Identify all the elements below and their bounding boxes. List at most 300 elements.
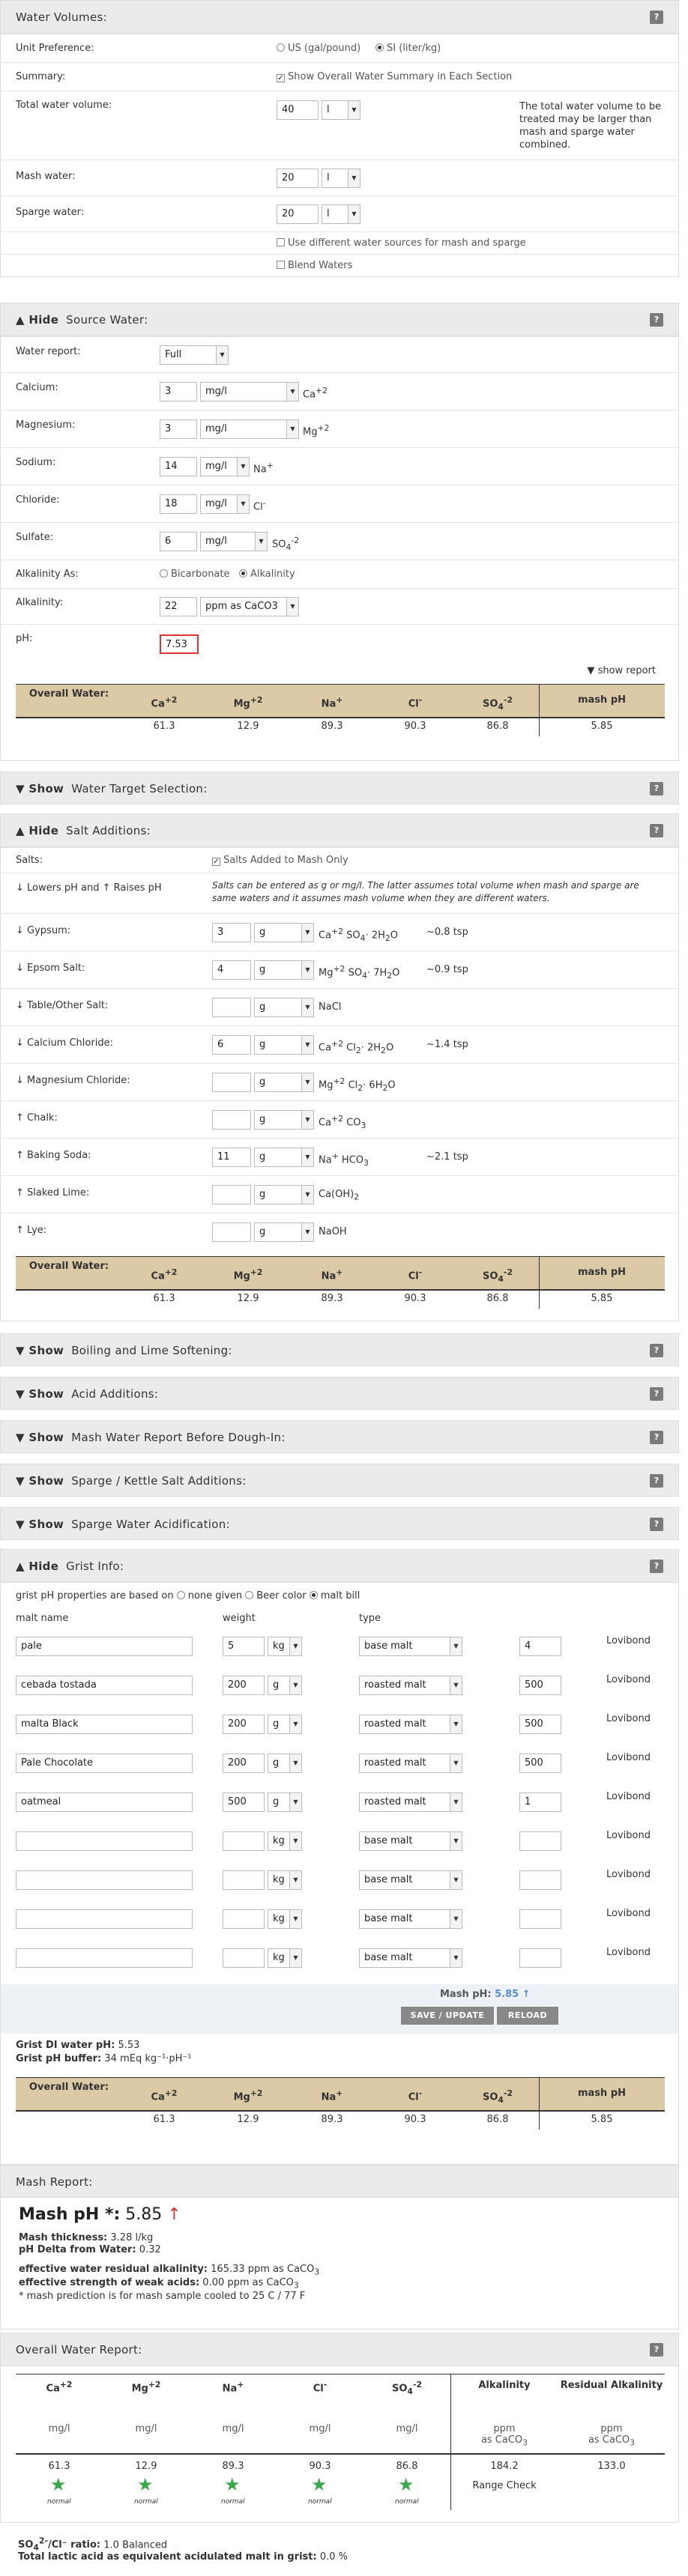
lovibond-label: Lovibond [606, 1830, 651, 1841]
so4-header: $SO_4^{-2}$ [456, 2077, 539, 2110]
malt-weight-input[interactable]: 200 [223, 1676, 265, 1695]
mg-header: $Mg^{+2}$ [206, 2077, 290, 2110]
malt-color-input[interactable] [519, 1831, 561, 1851]
salt-additions-section [0, 813, 679, 1321]
sparge-water-label: Sparge water: [16, 207, 85, 218]
boiling-section [0, 1333, 679, 1366]
chalk-input[interactable] [212, 1110, 251, 1130]
checkbox-checked-icon: ✓ [213, 858, 220, 866]
lovibond-label: Lovibond [606, 1752, 651, 1763]
grist-info-section [0, 1549, 679, 2165]
chevron-down-icon: ▼ [289, 1754, 301, 1772]
mash-water-report-header[interactable] [1, 1421, 678, 1452]
mash-water-unit-select[interactable]: l ▼ [322, 169, 360, 188]
epsom-label: ↓ Epsom Salt: [16, 963, 85, 974]
help-icon[interactable]: ? [650, 10, 663, 24]
chloride-label: Chloride: [16, 494, 60, 506]
cl-header: Cl- [374, 1256, 456, 1289]
magnesium-chloride-input[interactable] [212, 1073, 251, 1092]
na-header: Na+ [290, 2077, 374, 2110]
unit-ppm-caco3: ppm as CaCO$_3$ [588, 2423, 636, 2448]
overall-water-table [16, 2077, 665, 2130]
sparge-water-input[interactable]: 20 [277, 204, 319, 224]
chevron-down-icon: ▼ [301, 1148, 313, 1166]
chevron-down-icon: ▼ [289, 1676, 301, 1694]
mg-value: 12.9 [237, 1293, 259, 1304]
grist-mash-ph: Mash pH: 5.85 ↑ [440, 1989, 531, 2000]
section-title: Acid Additions: [71, 1387, 159, 1401]
source-water-header[interactable] [1, 303, 678, 336]
sparge-salt-header[interactable] [1, 1464, 678, 1496]
mg-value: 12.9 [237, 2114, 259, 2125]
section-title: Salt Additions: [66, 824, 151, 837]
overall-water-label: Overall Water: [16, 2077, 122, 2110]
chevron-down-icon: ▼ [450, 1637, 462, 1655]
report-alkalinity-value: 184.2 [490, 2461, 519, 2472]
lye-input[interactable] [212, 1222, 251, 1242]
chevron-down-icon: ▼ [301, 1186, 313, 1204]
report-mg-header: $Mg^{+2}$ [131, 2380, 161, 2395]
section-title: Water Target Selection: [71, 782, 208, 795]
chevron-down-icon: ▼ [450, 1910, 462, 1928]
report-na-header: Na+ [222, 2380, 244, 2395]
report-mg-value: 12.9 [135, 2461, 157, 2472]
malt-name-input[interactable]: oatmeal [16, 1792, 193, 1812]
baking-soda-input[interactable]: 11 [212, 1148, 251, 1167]
unit-mgl: mg/l [222, 2423, 244, 2434]
malt-name-input[interactable]: malta Black [16, 1715, 193, 1734]
sodium-input[interactable]: 14 [160, 457, 197, 476]
source-water-section [0, 303, 679, 761]
alkalinity-input[interactable]: 22 [160, 597, 197, 616]
magnesium-unit-select[interactable]: mg/l ▼ [200, 419, 299, 439]
chloride-unit-select[interactable]: mg/l ▼ [200, 494, 250, 514]
malt-name-input[interactable] [16, 1948, 193, 1968]
mash-ph-header: mash pH [539, 684, 665, 717]
mash-ph-header: mash pH [539, 1256, 665, 1289]
malt-weight-unit-select[interactable]: g ▼ [268, 1676, 302, 1695]
blend-waters-checkbox[interactable]: Blend Waters [277, 260, 352, 271]
water-report-label: Water report: [16, 346, 81, 357]
calcium-input[interactable]: 3 [160, 382, 197, 401]
chevron-down-icon: ▼ [348, 169, 360, 187]
section-title: Overall Water Report: [16, 2343, 142, 2357]
malt-name-input[interactable]: cebada tostada [16, 1676, 193, 1695]
water-volumes-header [1, 1, 678, 34]
baking-soda-tsp: ~2.1 tsp [426, 1151, 468, 1163]
malt-weight-unit-select[interactable]: g ▼ [268, 1715, 302, 1734]
boiling-header[interactable] [1, 1334, 678, 1366]
mash-prediction-note: * mash prediction is for mash sample cooled to 25 C / 77 F [19, 2291, 306, 2302]
report-cl-header: Cl- [313, 2380, 328, 2395]
malt-name-input[interactable] [16, 1909, 193, 1929]
expand-toggle[interactable]: ▼ Show [16, 782, 64, 795]
malt-type-select[interactable]: roasted malt ▼ [359, 1792, 462, 1812]
water-target-section [0, 772, 679, 804]
calcium-label: Calcium: [16, 382, 58, 393]
water-target-header[interactable] [1, 772, 678, 804]
report-ca-value: 61.3 [48, 2461, 70, 2472]
malt-color-input[interactable] [519, 1909, 561, 1929]
ph-input[interactable]: 7.53 [160, 634, 199, 654]
malt-type-select[interactable]: roasted malt ▼ [359, 1754, 462, 1773]
col-malt-name: malt name [16, 1613, 69, 1624]
malt-type-select[interactable]: base malt ▼ [359, 1831, 462, 1851]
collapse-toggle[interactable]: ▲ Hide [16, 1560, 59, 1573]
ca-value: 61.3 [153, 721, 175, 732]
lye-label: ↑ Lye: [16, 1225, 47, 1236]
help-icon[interactable]: ? [650, 1474, 663, 1488]
table-salt-input[interactable] [212, 998, 251, 1017]
malt-weight-unit-select[interactable]: kg ▼ [268, 1948, 302, 1968]
radio-icon [245, 1591, 253, 1599]
malt-weight-input[interactable] [223, 1909, 265, 1929]
range-normal-label: normal [308, 2498, 332, 2506]
section-title: Grist Info: [66, 1560, 124, 1573]
malt-weight-input[interactable] [223, 1870, 265, 1890]
mash-ph-value: 5.85 [591, 2114, 613, 2125]
malt-color-input[interactable]: 500 [519, 1715, 561, 1734]
na-value: 89.3 [321, 721, 343, 732]
sulfate-input[interactable]: 6 [160, 532, 197, 551]
total-volume-input[interactable]: 40 [277, 100, 319, 120]
ph-delta: pH Delta from Water: 0.32 [19, 2244, 161, 2255]
acid-additions-section [0, 1377, 679, 1410]
malt-weight-unit-select[interactable]: kg ▼ [268, 1831, 302, 1851]
malt-color-input[interactable]: 500 [519, 1676, 561, 1695]
unit-mgl: mg/l [396, 2423, 418, 2434]
weak-acids: effective strength of weak acids: 0.00 ppm as CaCO$_3$ [19, 2277, 299, 2291]
basis-none-radio[interactable]: none given [177, 1590, 242, 1601]
sparge-water-unit-select[interactable]: l ▼ [322, 204, 360, 224]
report-so4-value: 86.8 [396, 2461, 418, 2472]
cl-header: Cl- [374, 2077, 456, 2110]
cl-value: 90.3 [404, 1293, 426, 1304]
col-type: type [359, 1613, 381, 1624]
malt-type-select[interactable]: base malt ▼ [359, 1948, 462, 1968]
lovibond-label: Lovibond [606, 1908, 651, 1919]
chloride-ion-label: Cl- [253, 498, 266, 513]
mash-water-label: Mash water: [16, 171, 76, 182]
chevron-down-icon: ▼ [301, 1223, 313, 1241]
sodium-label: Sodium: [16, 457, 56, 468]
chevron-down-icon: ▼ [450, 1949, 462, 1967]
malt-weight-input[interactable]: 500 [223, 1792, 265, 1812]
magnesium-label: Magnesium: [16, 419, 76, 431]
mash-water-input[interactable]: 20 [277, 169, 319, 188]
magnesium-input[interactable]: 3 [160, 419, 197, 439]
alkalinity-unit-select[interactable]: ppm as CaCO3 ▼ [200, 597, 299, 616]
overall-water-report-section [0, 2333, 679, 2523]
malt-weight-unit-select[interactable]: g ▼ [268, 1754, 302, 1773]
malt-weight-unit-select[interactable]: kg ▼ [268, 1637, 302, 1656]
chevron-down-icon: ▼ [237, 458, 249, 476]
grist-row [1, 1629, 678, 1668]
table-salt-unit-select[interactable]: g ▼ [254, 998, 314, 1017]
overall-water-table [16, 684, 665, 736]
chevron-down-icon: ▼ [450, 1871, 462, 1889]
total-volume-note: The total water volume to be treated may be larger than mash and sparge water combined. [519, 101, 662, 151]
collapse-toggle[interactable]: ▲ Hide [16, 824, 59, 837]
malt-weight-unit-select[interactable]: g ▼ [268, 1792, 302, 1812]
checkbox-checked-icon: ✓ [277, 74, 284, 82]
malt-weight-input[interactable]: 200 [223, 1715, 265, 1734]
slaked-lime-formula: $Ca(OH)_2$ [319, 1189, 360, 1202]
so4-header: $SO_4^{-2}$ [456, 1256, 539, 1289]
chloride-input[interactable]: 18 [160, 494, 197, 514]
na-value: 89.3 [321, 1293, 343, 1304]
ph-label: pH: [16, 633, 33, 644]
range-normal-label: normal [221, 2498, 245, 2506]
radio-checked-icon [375, 43, 384, 52]
salt-additions-header[interactable] [1, 814, 678, 847]
grist-action-bar [1, 1984, 678, 2034]
sodium-ion-label: Na+ [253, 461, 274, 476]
epsom-input[interactable]: 4 [212, 960, 251, 980]
chevron-down-icon: ▼ [286, 383, 298, 401]
help-icon[interactable]: ? [650, 2343, 663, 2357]
calcium-chloride-formula: $Ca^{+2}$ $Cl_2\cdot 2H_2O$ [319, 1039, 394, 1055]
collapse-toggle[interactable]: ▲ Hide [16, 313, 59, 327]
mash-thickness: Mash thickness: 3.28 l/kg [19, 2232, 154, 2243]
baking-soda-unit-select[interactable]: g ▼ [254, 1148, 314, 1167]
water-report-select[interactable]: Full ▼ [160, 345, 229, 365]
section-title: Boiling and Lime Softening: [71, 1344, 232, 1357]
chevron-down-icon: ▼ [348, 101, 360, 119]
malt-color-input[interactable]: 4 [519, 1637, 561, 1656]
mash-water-report-section [0, 1420, 679, 1453]
so4-cl-ratio: $SO_4^{2-}/Cl^-$ ratio: 1.0 Balanced [18, 2536, 168, 2553]
ca-header: $Ca^{+2}$ [122, 2077, 206, 2110]
sulfate-label: Sulfate: [16, 532, 54, 543]
alkalinity-label: Alkalinity: [16, 597, 64, 608]
summary-label: Summary: [16, 71, 66, 82]
unit-mgl: mg/l [48, 2423, 70, 2434]
chevron-down-icon: ▼ [301, 998, 313, 1016]
expand-toggle[interactable]: ▼ Show [16, 1518, 64, 1531]
report-so4-header: $SO_4^{-2}$ [392, 2380, 422, 2396]
different-sources-checkbox[interactable]: Use different water sources for mash and sparge [277, 237, 526, 249]
calcium-chloride-label: ↓ Calcium Chloride: [16, 1037, 113, 1049]
chevron-down-icon: ▼ [450, 1676, 462, 1694]
gypsum-unit-select[interactable]: g ▼ [254, 923, 314, 942]
malt-type-select[interactable]: base malt ▼ [359, 1909, 462, 1929]
lovibond-label: Lovibond [606, 1713, 651, 1724]
ca-header: $Ca^{+2}$ [122, 1256, 206, 1289]
unit-si-radio[interactable]: SI (liter/kg) [375, 43, 441, 54]
radio-checked-icon [239, 569, 247, 578]
section-title: Water Volumes: [16, 10, 107, 24]
table-salt-label: ↓ Table/Other Salt: [16, 1000, 109, 1011]
star-icon: ★ [50, 2474, 67, 2495]
grist-di-ph: Grist DI water pH: 5.53 [16, 2040, 140, 2051]
chalk-label: ↑ Chalk: [16, 1112, 58, 1124]
section-title: Mash Water Report Before Dough-In: [71, 1431, 286, 1444]
mash-report-section [0, 2165, 679, 2330]
malt-type-select[interactable]: roasted malt ▼ [359, 1715, 462, 1734]
chevron-down-icon: ▼ [289, 1871, 301, 1889]
lye-unit-select[interactable]: g ▼ [254, 1222, 314, 1242]
malt-weight-unit-select[interactable]: kg ▼ [268, 1909, 302, 1929]
slaked-lime-unit-select[interactable]: g ▼ [254, 1185, 314, 1204]
chevron-down-icon: ▼ [450, 1715, 462, 1733]
save-update-button[interactable]: SAVE / UPDATE [401, 2007, 494, 2025]
help-icon[interactable]: ? [650, 1344, 663, 1357]
malt-color-input[interactable] [519, 1948, 561, 1968]
chevron-down-icon: ▼ [348, 205, 360, 223]
basis-beer-color-radio[interactable]: Beer color [245, 1590, 306, 1601]
salts-note: Salts can be entered as g or mg/l. The latter assumes total volume when mash and sparge are same waters and it assumes mash volume when they are different waters. [212, 880, 639, 903]
help-icon[interactable]: ? [650, 1387, 663, 1401]
malt-type-select[interactable]: base malt ▼ [359, 1870, 462, 1890]
table-salt-formula: NaCl [319, 1001, 342, 1013]
malt-name-input[interactable] [16, 1831, 193, 1851]
show-report-link[interactable]: ▼ show report [587, 665, 656, 676]
malt-weight-input[interactable] [223, 1831, 265, 1851]
mash-ph-value: 5.85 [591, 721, 613, 732]
malt-weight-input[interactable] [223, 1948, 265, 1968]
malt-weight-unit-select[interactable]: kg ▼ [268, 1870, 302, 1890]
salts-label: Salts: [16, 855, 43, 866]
grist-row [1, 1863, 678, 1902]
so4-value: 86.8 [486, 2114, 509, 2125]
calcium-ion-label: $Ca^{+2}$ [303, 386, 328, 401]
gypsum-input[interactable]: 3 [212, 923, 251, 942]
lovibond-label: Lovibond [606, 1791, 651, 1802]
grist-row [1, 1902, 678, 1941]
calcium-unit-select[interactable]: mg/l ▼ [200, 382, 299, 401]
star-icon: ★ [137, 2474, 154, 2495]
baking-soda-label: ↑ Baking Soda: [16, 1150, 91, 1161]
unit-preference-label: Unit Preference: [16, 43, 94, 54]
help-icon[interactable]: ? [650, 782, 663, 795]
sodium-unit-select[interactable]: mg/l ▼ [200, 457, 250, 476]
grist-row [1, 1824, 678, 1863]
report-ra-value: 133.0 [597, 2461, 626, 2472]
malt-type-select[interactable]: roasted malt ▼ [359, 1676, 462, 1695]
calcium-chloride-tsp: ~1.4 tsp [426, 1039, 468, 1050]
chevron-down-icon: ▼ [237, 495, 249, 513]
help-icon[interactable]: ? [650, 824, 663, 837]
reload-button[interactable]: RELOAD [497, 2007, 558, 2025]
effective-ra: effective water residual alkalinity: 165.33 ppm as CaCO$_3$ [19, 2264, 320, 2277]
summary-checkbox[interactable]: ✓ Show Overall Water Summary in Each Section [277, 71, 513, 82]
malt-weight-input[interactable]: 5 [223, 1637, 265, 1656]
mg-header: $Mg^{+2}$ [206, 1256, 290, 1289]
acid-additions-header[interactable] [1, 1378, 678, 1409]
star-icon: ★ [311, 2474, 328, 2495]
col-weight: weight [223, 1613, 256, 1624]
mash-report-header [1, 2165, 678, 2198]
chevron-down-icon: ▼ [289, 1637, 301, 1655]
chalk-unit-select[interactable]: g ▼ [254, 1110, 314, 1130]
mg-header: $Mg^{+2}$ [206, 684, 290, 717]
alkalinity-radio[interactable]: Alkalinity [239, 569, 295, 580]
magnesium-chloride-unit-select[interactable]: g ▼ [254, 1073, 314, 1092]
grist-buffer: Grist pH buffer: 34 mEq kg⁻¹·pH⁻¹ [16, 2053, 192, 2064]
star-icon: ★ [398, 2474, 414, 2495]
bicarbonate-radio[interactable]: Bicarbonate [160, 569, 230, 580]
expand-toggle[interactable]: ▼ Show [16, 1344, 64, 1357]
grist-info-header[interactable] [1, 1550, 678, 1583]
sulfate-unit-select[interactable]: mg/l ▼ [200, 532, 268, 551]
malt-weight-input[interactable]: 200 [223, 1754, 265, 1773]
total-volume-label: Total water volume: [16, 100, 112, 111]
magnesium-chloride-label: ↓ Magnesium Chloride: [16, 1075, 130, 1086]
section-title: Source Water: [66, 313, 148, 327]
lovibond-label: Lovibond [606, 1869, 651, 1880]
malt-name-input[interactable]: pale [16, 1637, 193, 1656]
report-cl-value: 90.3 [309, 2461, 331, 2472]
chevron-down-icon: ▼ [301, 1073, 313, 1091]
range-normal-label: normal [395, 2498, 419, 2506]
chalk-formula: $Ca^{+2}$ $CO_3$ [319, 1114, 366, 1130]
unit-mgl: mg/l [135, 2423, 157, 2434]
malt-name-input[interactable]: Pale Chocolate [16, 1754, 193, 1773]
radio-icon [160, 569, 168, 578]
chevron-down-icon: ▼ [289, 1793, 301, 1811]
ca-value: 61.3 [153, 2114, 175, 2125]
malt-color-input[interactable] [519, 1870, 561, 1890]
expand-toggle[interactable]: ▼ Show [16, 1431, 64, 1444]
section-title: Sparge Water Acidification: [71, 1518, 230, 1531]
mash-ph-value: 5.85 [591, 1293, 613, 1304]
calcium-chloride-unit-select[interactable]: g ▼ [254, 1035, 314, 1055]
sparge-acid-header[interactable] [1, 1508, 678, 1539]
section-title: Sparge / Kettle Salt Additions: [71, 1474, 247, 1488]
chevron-down-icon: ▼ [289, 1715, 301, 1733]
malt-color-input[interactable]: 500 [519, 1754, 561, 1773]
unit-us-radio[interactable]: US (gal/pound) [277, 43, 360, 54]
radio-icon [177, 1591, 185, 1599]
malt-color-input[interactable]: 1 [519, 1792, 561, 1812]
malt-type-select[interactable]: base malt ▼ [359, 1637, 462, 1656]
chevron-down-icon: ▼ [289, 1949, 301, 1967]
baking-soda-formula: Na+ $HCO_3$ [319, 1151, 369, 1168]
checkbox-icon [277, 238, 285, 246]
chevron-down-icon: ▼ [450, 1754, 462, 1772]
report-ra-header: Residual Alkalinity [560, 2380, 663, 2391]
chevron-down-icon: ▼ [216, 346, 228, 364]
slaked-lime-label: ↑ Slaked Lime: [16, 1187, 90, 1198]
na-header: Na+ [290, 684, 374, 717]
epsom-unit-select[interactable]: g ▼ [254, 960, 314, 980]
help-icon[interactable]: ? [650, 1431, 663, 1444]
basis-malt-bill-radio[interactable]: malt bill [310, 1590, 360, 1601]
chevron-down-icon: ▼ [289, 1832, 301, 1850]
range-check-label: Range Check [472, 2480, 537, 2491]
so4-value: 86.8 [486, 721, 509, 732]
chevron-down-icon: ▼ [450, 1793, 462, 1811]
lovibond-label: Lovibond [606, 1674, 651, 1685]
help-icon[interactable]: ? [650, 313, 663, 327]
gypsum-label: ↓ Gypsum: [16, 925, 71, 936]
slaked-lime-input[interactable] [212, 1185, 251, 1204]
mash-ph-header: mash pH [539, 2077, 665, 2110]
grist-basis-label: grist pH properties are based on [16, 1590, 174, 1601]
calcium-chloride-input[interactable]: 6 [212, 1035, 251, 1055]
total-volume-unit-select[interactable]: l ▼ [322, 100, 360, 120]
chevron-down-icon: ▼ [289, 1910, 301, 1928]
malt-name-input[interactable] [16, 1870, 193, 1890]
lovibond-label: Lovibond [606, 1635, 651, 1646]
expand-toggle[interactable]: ▼ Show [16, 1387, 64, 1401]
expand-toggle[interactable]: ▼ Show [16, 1474, 64, 1488]
help-icon[interactable]: ? [650, 1560, 663, 1573]
salts-mash-only-checkbox[interactable]: ✓ Salts Added to Mash Only [213, 855, 348, 866]
help-icon[interactable]: ? [650, 1518, 663, 1531]
overall-water-label: Overall Water: [16, 1256, 122, 1289]
